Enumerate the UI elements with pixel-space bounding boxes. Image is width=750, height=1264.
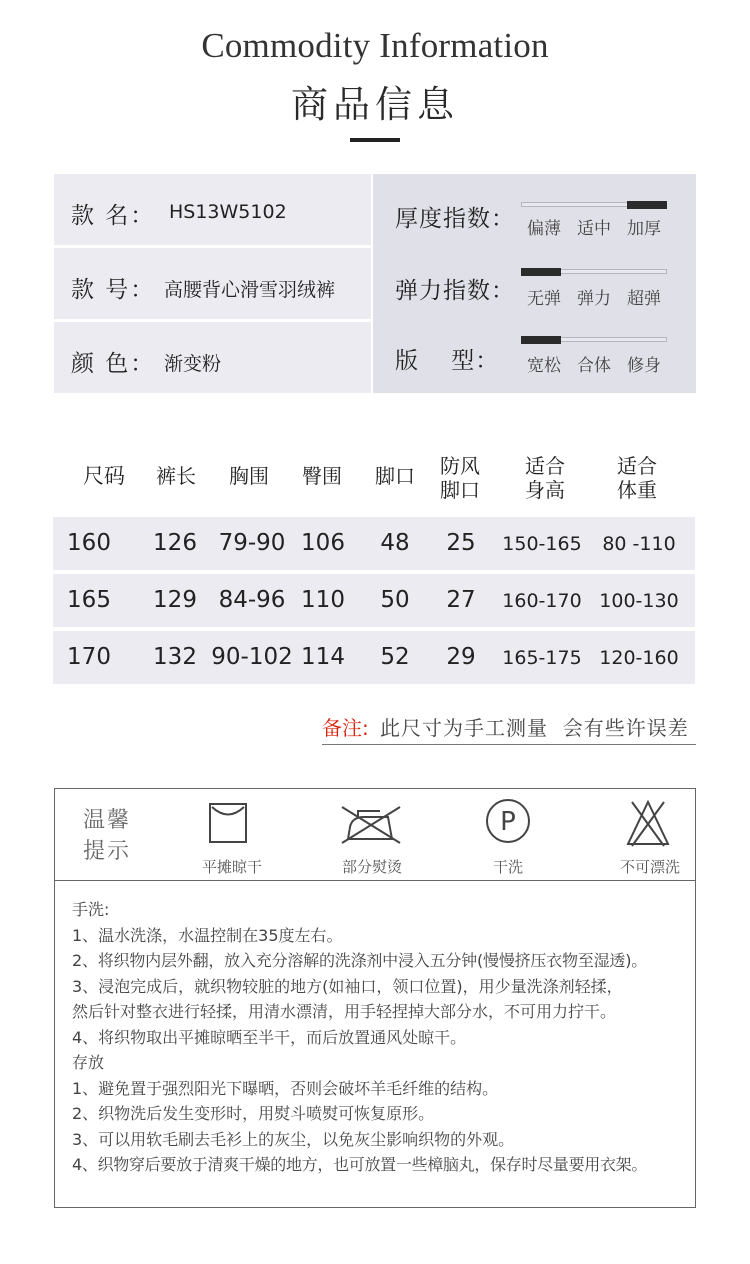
table-cell: 29	[446, 644, 476, 670]
table-cell: 165	[67, 587, 111, 613]
size-header-weight: 适合 体重	[617, 454, 657, 502]
elasticity-index-label: 弹力指数：	[395, 278, 515, 304]
table-cell: 129	[153, 587, 197, 613]
info-label: 款 名：	[71, 203, 156, 229]
scale-option: 宽松	[527, 356, 561, 376]
table-cell: 27	[446, 587, 476, 613]
table-cell: 110	[301, 587, 345, 613]
size-header-length: 裤长	[156, 464, 196, 488]
title-english: Commodity Information	[201, 26, 549, 65]
note-label: 备注:	[322, 716, 369, 740]
scale-option: 弹力	[577, 289, 611, 309]
care-text-line: 4、将织物取出平摊晾晒至半干，而后放置通风处晾干。	[72, 1027, 467, 1047]
care-icon-label: 平摊晾干	[201, 858, 262, 876]
measurement-note	[322, 710, 696, 745]
thickness-scale-marker	[627, 201, 667, 209]
care-text-line: 4、织物穿后要放于清爽干燥的地方，也可放置一些樟脑丸，保存时尽量要用衣架。	[72, 1155, 648, 1174]
scale-option: 适中	[577, 219, 611, 239]
care-icon-label: 部分熨烫	[341, 858, 402, 876]
table-cell: 106	[301, 530, 345, 556]
care-text-block	[72, 897, 692, 1178]
table-cell: 160-170	[502, 590, 582, 612]
fit-scale-marker	[521, 336, 561, 344]
size-header-size: 尺码	[83, 464, 125, 488]
fit-type-label: 版 型：	[395, 348, 500, 374]
care-icon-label: 干洗	[492, 858, 523, 876]
table-cell: 80 -110	[602, 533, 676, 555]
care-text-line: 3、浸泡完成后，就织物较脏的地方(如袖口，领口位置)，用少量洗涤剂轻揉，	[72, 976, 623, 996]
note-text: 此尺寸为手工测量 会有些许误差	[380, 716, 689, 740]
table-cell: 165-175	[502, 647, 582, 669]
scale-option: 修身	[627, 356, 661, 376]
info-label: 款 号：	[71, 277, 156, 303]
indices-panel	[373, 174, 696, 393]
care-text-line: 1、避免置于强烈阳光下曝晒，否则会破坏羊毛纤维的结构。	[72, 1078, 499, 1098]
info-row-style-name	[54, 174, 371, 245]
care-text-line: 2、将织物内层外翻，放入充分溶解的洗涤剂中浸入五分钟(慢慢挤压衣物至湿透)。	[72, 951, 648, 970]
info-value: HS13W5102	[169, 201, 287, 223]
size-header-hip: 臀围	[302, 464, 342, 488]
table-cell: 79-90	[218, 530, 286, 556]
table-row	[53, 517, 695, 570]
size-header-leg-opening: 脚口	[375, 464, 415, 488]
iron-crossed-icon	[340, 803, 404, 845]
dry-clean-p-icon	[484, 797, 532, 845]
care-title: 温馨 提示	[83, 808, 132, 864]
info-row-color	[54, 322, 371, 393]
title-chinese: 商品信息	[291, 83, 459, 126]
table-cell: 114	[301, 644, 345, 670]
care-text-line: 存放	[72, 1053, 105, 1072]
table-cell: 132	[153, 644, 197, 670]
table-cell: 100-130	[599, 590, 679, 612]
info-value: 高腰背心滑雪羽绒裤	[164, 279, 336, 301]
table-cell: 126	[153, 530, 197, 556]
table-cell: 50	[380, 587, 410, 613]
table-cell: 48	[380, 530, 410, 556]
table-cell: 170	[67, 644, 111, 670]
table-row	[53, 574, 695, 627]
table-cell: 120-160	[599, 647, 679, 669]
size-header-windproof-cuff: 防风 脚口	[440, 454, 480, 502]
flat-dry-icon	[208, 802, 250, 844]
care-text-line: 2、织物洗后发生变形时，用熨斗喷熨可恢复原形。	[72, 1104, 435, 1123]
scale-option: 无弹	[527, 289, 561, 309]
table-cell: 52	[380, 644, 410, 670]
table-cell: 84-96	[218, 587, 286, 613]
care-text-line: 手洗:	[72, 900, 110, 919]
care-text-line: 然后针对整衣进行轻揉，用清水漂清，用手轻捏掉大部分水，不可用力拧干。	[72, 1002, 617, 1021]
size-header-height: 适合 身高	[525, 454, 565, 502]
size-header-chest: 胸围	[229, 464, 269, 488]
elasticity-scale-marker	[521, 268, 561, 276]
thickness-index-label: 厚度指数：	[395, 206, 515, 232]
care-text-line: 3、可以用软毛刷去毛衫上的灰尘，以免灰尘影响织物的外观。	[72, 1129, 515, 1149]
table-cell: 25	[446, 530, 476, 556]
table-cell: 150-165	[502, 533, 582, 555]
scale-option: 合体	[577, 356, 611, 376]
scale-option: 超弹	[627, 289, 661, 309]
info-value: 渐变粉	[164, 353, 222, 375]
table-cell: 160	[67, 530, 111, 556]
table-row	[53, 631, 695, 684]
scale-option: 加厚	[627, 219, 661, 239]
info-label: 颜 色：	[71, 351, 156, 377]
no-bleach-icon	[624, 798, 672, 848]
care-divider	[54, 880, 696, 881]
table-cell: 90-102	[211, 644, 293, 670]
info-row-style-number	[54, 248, 371, 319]
svg-text:P: P	[500, 807, 516, 837]
scale-option: 偏薄	[527, 219, 561, 239]
care-text-line: 1、温水洗涤，水温控制在35度左右。	[72, 925, 343, 945]
care-icon-label: 不可漂洗	[619, 858, 680, 876]
title-underline	[350, 138, 400, 142]
